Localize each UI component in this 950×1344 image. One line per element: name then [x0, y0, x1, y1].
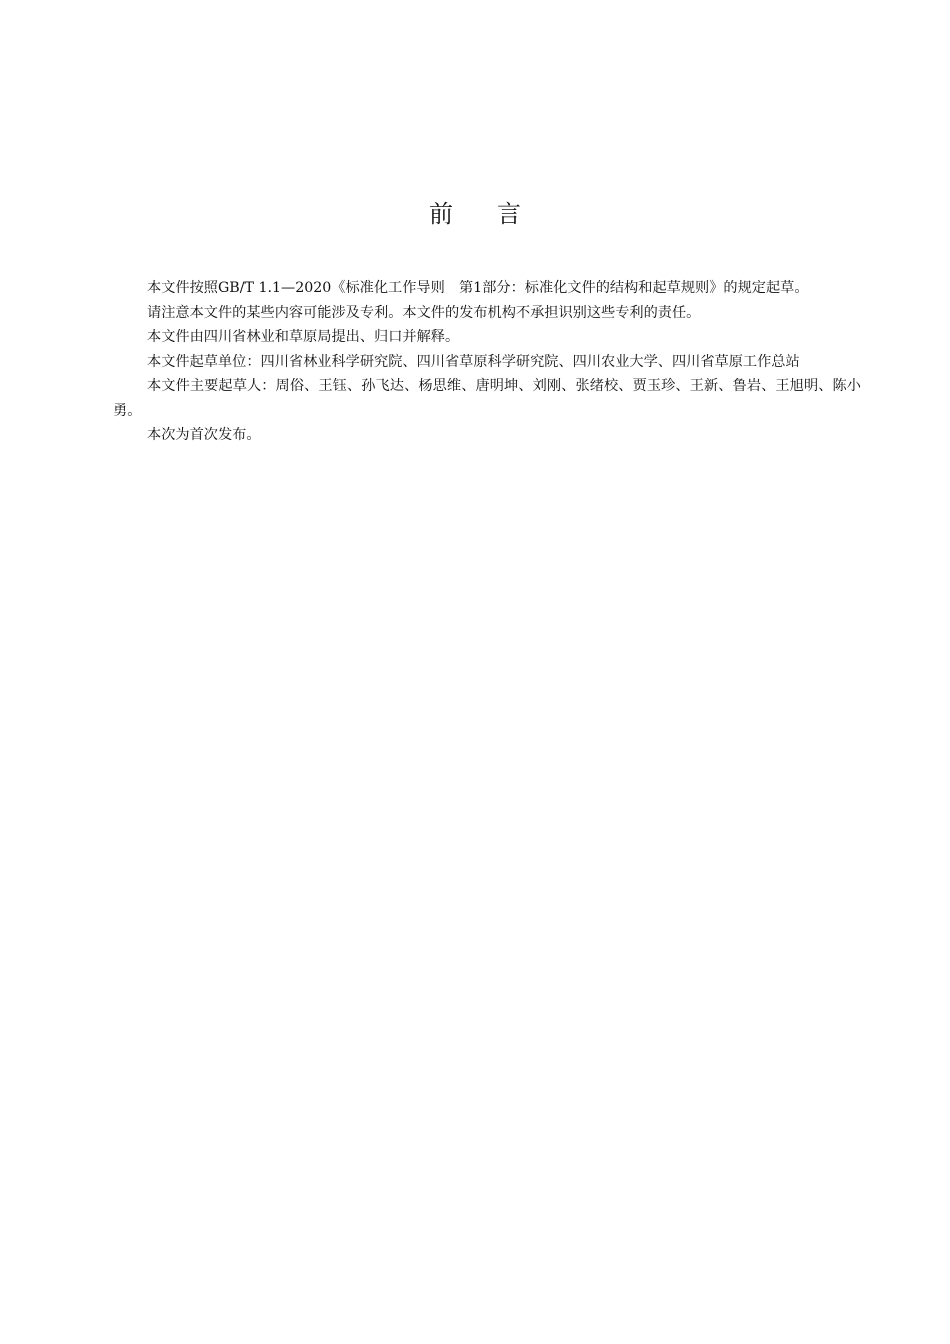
page-title — [0, 196, 950, 232]
paragraph-drafting-units: 本文件起草单位：四川省林业科学研究院、四川省草原科学研究院、四川农业大学、四川省草原工作总站 — [147, 353, 800, 370]
paragraph-drafting-rules: 本文件按照GB/T 1.1—2020《标准化工作导则 第1部分：标准化文件的结构和起草规则》的规定起草。 — [147, 280, 809, 296]
title-char-2: 言 — [497, 200, 521, 228]
paragraph-proposer: 本文件由四川省林业和草原局提出、归口并解释。 — [147, 329, 460, 345]
title-char-1: 前 — [429, 200, 453, 228]
paragraph-drafters: 本文件主要起草人：周俗、王钰、孙飞达、杨思维、唐明坤、刘刚、张绪校、贾玉珍、王新、鲁岩、王旭明、陈小勇。 — [113, 378, 861, 419]
paragraph-patent-notice: 请注意本文件的某些内容可能涉及专利。本文件的发布机构不承担识别这些专利的责任。 — [147, 304, 701, 321]
paragraph-first-release: 本次为首次发布。 — [147, 427, 261, 443]
foreword-body — [113, 276, 861, 448]
